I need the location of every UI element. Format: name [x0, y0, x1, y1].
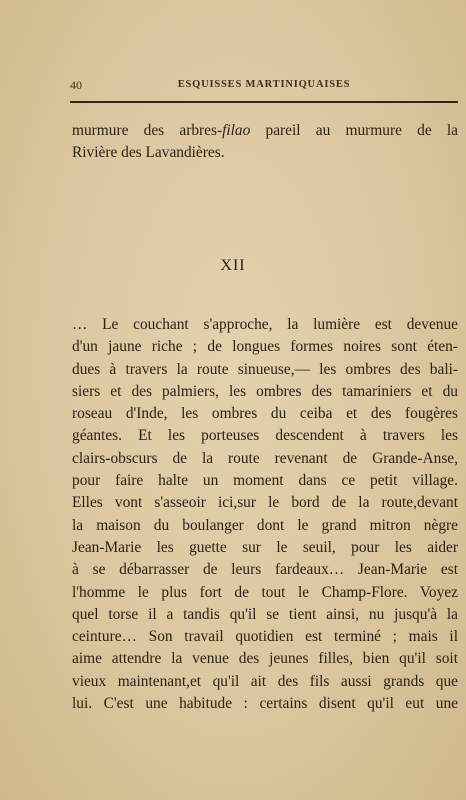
- text-line: clairs-obscurs de la route revenant de Grande-Anse,: [72, 449, 458, 467]
- text-line: à se débarrasser de leurs fardeaux… Jean-Marie est: [72, 561, 458, 579]
- text-line: lui. C'est une habitude : certains disent qu'il eut une: [72, 695, 458, 713]
- text-line: Elles vont s'asseoir ici,sur le bord de la route,devant: [72, 494, 458, 512]
- text-line: vieux maintenant,et qu'il ait des fils aussi grands que: [72, 672, 458, 690]
- page-header: [70, 78, 458, 94]
- text-line: roseau d'Inde, les ombres du ceiba et des fougères: [72, 405, 458, 423]
- text-line: … Le couchant s'approche, la lumière est devenue: [72, 316, 458, 333]
- chapter-heading: XII: [220, 257, 246, 274]
- text-line: [72, 142, 458, 164]
- text-line: quel torse il a tandis qu'il se tient ainsi, nu jusqu'à la: [72, 605, 458, 623]
- header-rule: [70, 101, 458, 103]
- page-number: 40: [70, 78, 82, 92]
- text-line: siers et des palmiers, les ombres des tamariniers et du: [72, 382, 458, 400]
- text-line: d'un jaune riche ; de longues formes noires sont éten-: [72, 338, 458, 356]
- text-line: pour faire halte un moment dans ce petit village.: [72, 472, 458, 490]
- text-line: géantes. Et les porteuses descendent à travers les: [72, 427, 458, 445]
- text-line: Jean-Marie les guette sur le seuil, pour les aider: [72, 538, 458, 556]
- text-line: aime attendre la venue des jeunes filles, bien qu'il soit: [72, 650, 458, 668]
- text-line: ceinture… Son travail quotidien est terminé ; mais il: [72, 628, 458, 646]
- text-fragment: Rivière des Lavandières.: [72, 144, 225, 162]
- paragraph-text: [72, 314, 458, 715]
- text-line: la maison du boulanger dont le grand mitron nègre: [72, 516, 458, 534]
- text-fragment: pareil au murmure de la: [250, 122, 458, 139]
- text-line: l'homme le plus fort de tout le Champ-Flore. Voyez: [72, 583, 458, 601]
- text-line: [72, 120, 458, 142]
- text-fragment: murmure des arbres-: [72, 122, 223, 139]
- continuation-text: [72, 120, 458, 165]
- text-line: dues à travers la route sinueuse,— les ombres des bali-: [72, 360, 458, 378]
- running-title: ESQUISSES MARTINIQUAISES: [177, 79, 351, 90]
- italic-word: filao: [222, 122, 251, 139]
